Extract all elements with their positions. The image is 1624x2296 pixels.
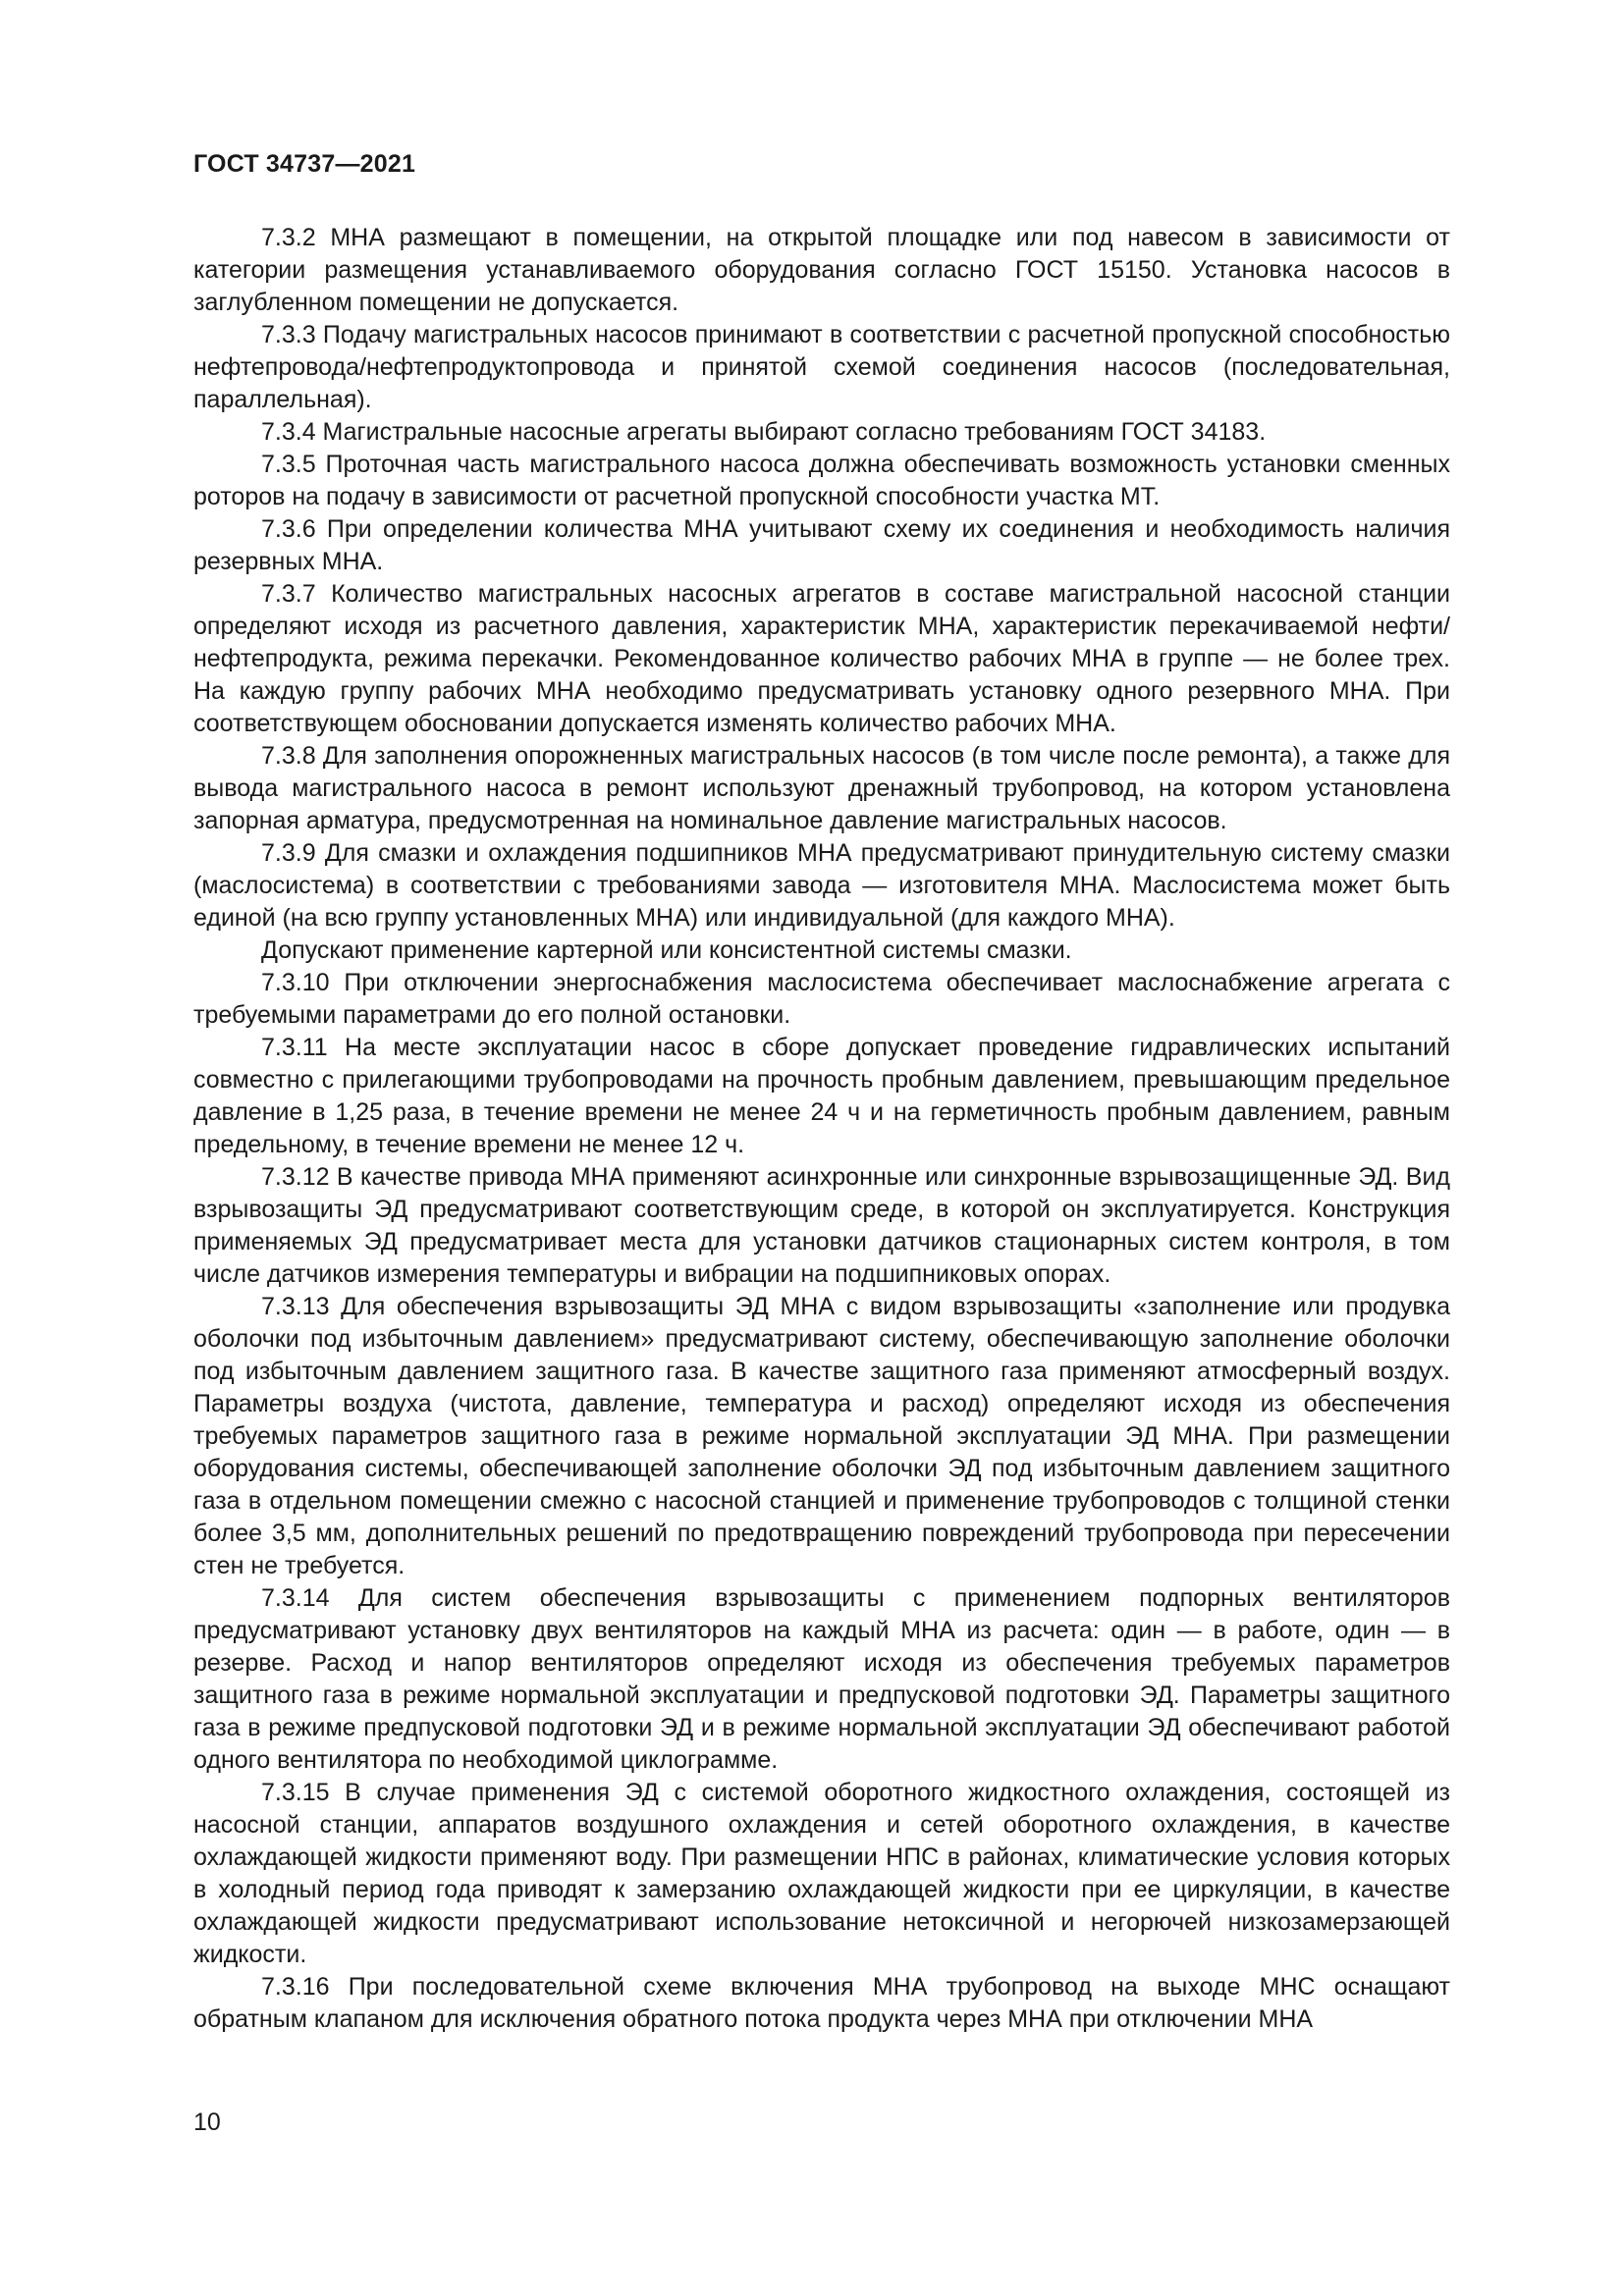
page-number: 10 xyxy=(193,2109,221,2136)
paragraph-7-3-12: 7.3.12 В качестве привода МНА применяют асинхронные или синхронные взрывозащищенные ЭД. Вид взрывозащиты ЭД предусматривают соответствующим среде, в которой он эксплуатируется. Конструкция применяемых ЭД предусматривает места для установки датчиков стационарных систем контроля, в том числе датчиков измерения температуры и вибрации на подшипниковых опорах. xyxy=(193,1163,1450,1288)
paragraph-7-3-6: 7.3.6 При определении количества МНА учитывают схему их соединения и необходимость наличия резервных МНА. xyxy=(193,515,1450,575)
paragraph-7-3-9: 7.3.9 Для смазки и охлаждения подшипников МНА предусматривают принудительную систему смазки (маслосистема) в соответствии с требованиями завода — изготовителя МНА. Маслосистема может быть единой (на всю группу установленных МНА) или индивидуальной (для каждого МНА). xyxy=(193,839,1450,932)
paragraph-7-3-4: 7.3.4 Магистральные насосные агрегаты выбирают согласно требованиям ГОСТ 34183. xyxy=(261,418,1267,446)
paragraph-7-3-14: 7.3.14 Для систем обеспечения взрывозащиты с применением подпорных вентиляторов предусматривают установку двух вентиляторов на каждый МНА из расчета: один — в работе, один — в резерве. Расход и напор вентиляторов определяют исходя из обеспечения требуемых параметров защитного газа в режиме нормальной эксплуатации и предпусковой подготовки ЭД. Параметры защитного газа в режиме предпусковой подготовки ЭД и в режиме нормальной эксплуатации ЭД обеспечивают работой одного вентилятора по необходимой циклограмме. xyxy=(193,1584,1450,1774)
paragraph-7-3-15: 7.3.15 В случае применения ЭД с системой оборотного жидкостного охлаждения, состоящей из насосной станции, аппаратов воздушного охлаждения и сетей оборотного охлаждения, в качестве охлаждающей жидкости применяют воду. При размещении НПС в районах, климатические условия которых в холодный период года приводят к замерзанию охлаждающей жидкости при ее циркуляции, в качестве охлаждающей жидкости предусматривают использование нетоксичной и негорючей низкозамерзающей жидкости. xyxy=(193,1779,1450,1968)
paragraph-7-3-13: 7.3.13 Для обеспечения взрывозащиты ЭД МНА с видом взрывозащиты «заполнение или продувка оболочки под избыточным давлением» предусматривают систему, обеспечивающую заполнение оболочки под избыточным давлением защитного газа. В качестве защитного газа применяют атмосферный воздух. Параметры воздуха (чистота, давление, температура и расход) определяют исходя из обеспечения требуемых параметров защитного газа в режиме нормальной эксплуатации ЭД МНА. При размещении оборудования системы, обеспечивающей заполнение оболочки ЭД под избыточным давлением защитного газа в отдельном помещении смежно с насосной станцией и применение трубопроводов с толщиной стенки более 3,5 мм, дополнительных решений по предотвращению повреждений трубопровода при пересечении стен не требуется. xyxy=(193,1293,1450,1579)
paragraph-7-3-9-continued: Допускают применение картерной или консистентной системы смазки. xyxy=(261,936,1072,964)
paragraph-7-3-7: 7.3.7 Количество магистральных насосных агрегатов в составе магистральной насосной станции определяют исходя из расчетного давления, характеристик МНА, характеристик перекачиваемой нефти/нефтепродукта, режима перекачки. Рекомендованное количество рабочих МНА в группе — не более трех. На каждую группу рабочих МНА необходимо предусматривать установку одного резервного МНА. При соответствующем обосновании допускается изменять количество рабочих МНА. xyxy=(193,580,1450,737)
document-header: ГОСТ 34737—2021 xyxy=(193,150,416,178)
document-body xyxy=(193,222,1450,2036)
paragraph-7-3-8: 7.3.8 Для заполнения опорожненных магистральных насосов (в том числе после ремонта), а также для вывода магистрального насоса в ремонт используют дренажный трубопровод, на котором установлена запорная арматура, предусмотренная на номинальное давление магистральных насосов. xyxy=(193,742,1450,834)
paragraph-7-3-2: 7.3.2 МНА размещают в помещении, на открытой площадке или под навесом в зависимости от категории размещения устанавливаемого оборудования согласно ГОСТ 15150. Установка насосов в заглубленном помещении не допускается. xyxy=(193,224,1450,316)
paragraph-7-3-11: 7.3.11 На месте эксплуатации насос в сборе допускает проведение гидравлических испытаний совместно с прилегающими трубопроводами на прочность пробным давлением, превышающим предельное давление в 1,25 раза, в течение времени не менее 24 ч и на герметичность пробным давлением, равным предельному, в течение времени не менее 12 ч. xyxy=(193,1034,1450,1158)
paragraph-7-3-5: 7.3.5 Проточная часть магистрального насоса должна обеспечивать возможность установки сменных роторов на подачу в зависимости от расчетной пропускной способности участка МТ. xyxy=(193,451,1450,510)
paragraph-7-3-3: 7.3.3 Подачу магистральных насосов принимают в соответствии с расчетной пропускной способностью нефтепровода/нефтепродуктопровода и принятой схемой соединения насосов (последовательная, параллельная). xyxy=(193,321,1450,413)
paragraph-7-3-16: 7.3.16 При последовательной схеме включения МНА трубопровод на выходе МНС оснащают обратным клапаном для исключения обратного потока продукта через МНА при отключении МНА xyxy=(193,1973,1450,2033)
paragraph-7-3-10: 7.3.10 При отключении энергоснабжения маслосистема обеспечивает маслоснабжение агрегата с требуемыми параметрами до его полной остановки. xyxy=(193,969,1450,1029)
